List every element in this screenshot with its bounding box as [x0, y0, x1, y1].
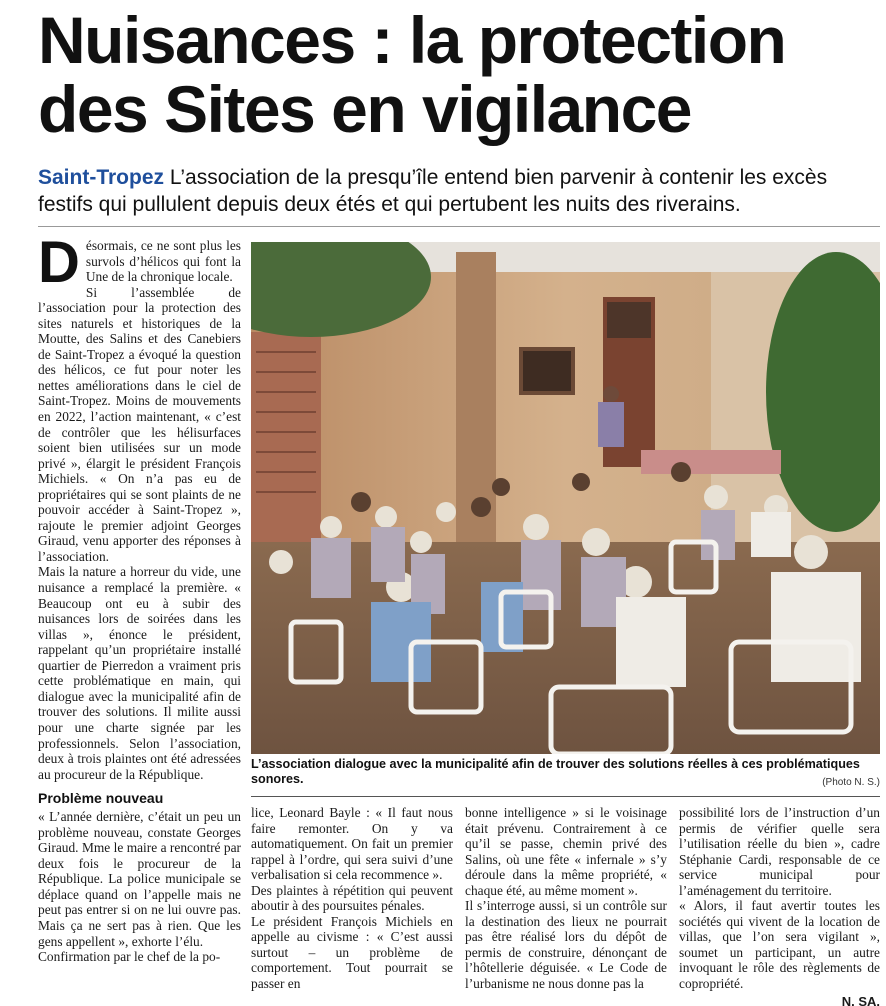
article-photo: [251, 242, 880, 754]
body-paragraph: « Alors, il faut avertir toutes les sociétés qui vivent de la location de villas, que l’on sera vigilant », soumet un participant, un autre invoquant le rôle des règlements de copropriété.: [679, 898, 880, 992]
body-paragraph: Si l’assemblée de l’association pour la protection des sites naturels et historiques de la Moutte, des Salins et des Canebiers de Saint-Tropez a évoqué la question des hélicos, ce fut pour noter les nettes améliorations dans le ciel de Saint-Tropez. Moins de mouvements en 2022, l’action maintenant, « c’est de contrôler que les hélisurfaces soient bien utilisées sur un mode privé », élargit le président François Michiels. « On n’a pas eu de propriétaires qui se sont plaints de ne pouvoir accéder à Saint-Tropez », rajoute le premier adjoint Georges Giraud, venu apporter des réponses à l’association.: [38, 284, 241, 564]
caption-divider: [251, 796, 880, 797]
photo-caption: L’association dialogue avec la municipalité afin de trouver des solutions réelles à ces problématiques sonores.: [251, 757, 860, 786]
body-paragraph: Mais la nature a horreur du vide, une nuisance a remplacé la première. « Beaucoup ont eu à subir des nuisances lors de soirées dans les villas », énonce le président, rappelant qu’un propriétaire installé quartier de Pierredon a vraiment pris cette problématique en main, qui dialogue avec la municipalité afin de trouver des solutions. Il milite aussi pour une charte signée par les professionnels. Selon l’association, deux à trois plaintes ont été adressées au procureur de la République.: [38, 564, 241, 782]
drop-cap: D: [38, 230, 80, 295]
body-paragraph: Des plaintes à répétition qui peuvent aboutir à des poursuites pénales.: [251, 882, 453, 914]
body-paragraph: Le président François Michiels en appelle au civisme : « C’est aussi surtout – un problème de comportement. Tout pourrait se passer en: [251, 913, 453, 992]
body-paragraph: Confirmation par le chef de la po-: [38, 949, 221, 965]
article-column-4: [679, 805, 880, 1006]
intro-paragraph: [38, 230, 241, 295]
body-paragraph: possibilité lors de l’instruction d’un permis de vérifier quelle sera l’utilisation réelle du bien », cadre Stéphanie Cardi, responsable de ce service municipal pour l’aménagement du territoire.: [679, 805, 880, 898]
body-paragraph: bonne intelligence » si le voisinage était prévenu. Contrairement à ce qu’il se passe, chemin privé des Salins, où une fête « infernale » s’y déroule dans la même propriété, « chaque été, au même moment ».: [465, 805, 667, 898]
body-paragraph: lice, Leonard Bayle : « Il faut nous faire remonter. On y va automatiquement. On fait un premier rappel à l’ordre, qui sera suivi d’une verbalisation si cela recommence ».: [251, 805, 453, 883]
body-paragraph: Il s’interroge aussi, si un contrôle sur la destination des lieux ne pourrait pas être réalisé lors du dépôt de permis de construire, dénonçant de l’hôtellerie déguisée. « Le Code de l’urbanisme ne nous donne pas la: [465, 898, 667, 992]
standfirst: [38, 164, 884, 218]
article-column-3: [465, 805, 667, 992]
headline-line-2: des Sites en vigilance: [38, 72, 691, 146]
headline: [38, 3, 878, 146]
standfirst-place: Saint-Tropez: [38, 166, 165, 189]
headline-line-1: Nuisances : la protection: [38, 3, 786, 77]
article-column-1: [38, 230, 241, 965]
intro-text: ésormais, ce ne sont plus les survols d’hélicos qui font la Une de la chronique locale.: [85, 238, 241, 285]
article-column-2: [251, 805, 453, 992]
photo-credit: (Photo N. S.): [822, 777, 880, 788]
body-paragraph: « L’année dernière, c’était un peu un problème nouveau, constate Georges Giraud. Mme le maire a rencontré par deux fois le procureur de la République. La police municipale se déplace quand on l’appelle mais ne peut pas entrer si on ne lui ouvre pas. Mais ça ne sert pas à rien. Que les gens appellent », exhorte l’élu.: [38, 809, 241, 949]
standfirst-text: L’association de la presqu’île entend bien parvenir à contenir les excès festifs qui pullulent depuis deux étés et qui pertubent les nuits des riverains.: [38, 166, 828, 216]
meeting-photo-illustration: [251, 242, 880, 754]
header-divider: [38, 226, 880, 227]
subheading: Problème nouveau: [38, 790, 164, 807]
author-signature: N. SA.: [841, 993, 880, 1006]
